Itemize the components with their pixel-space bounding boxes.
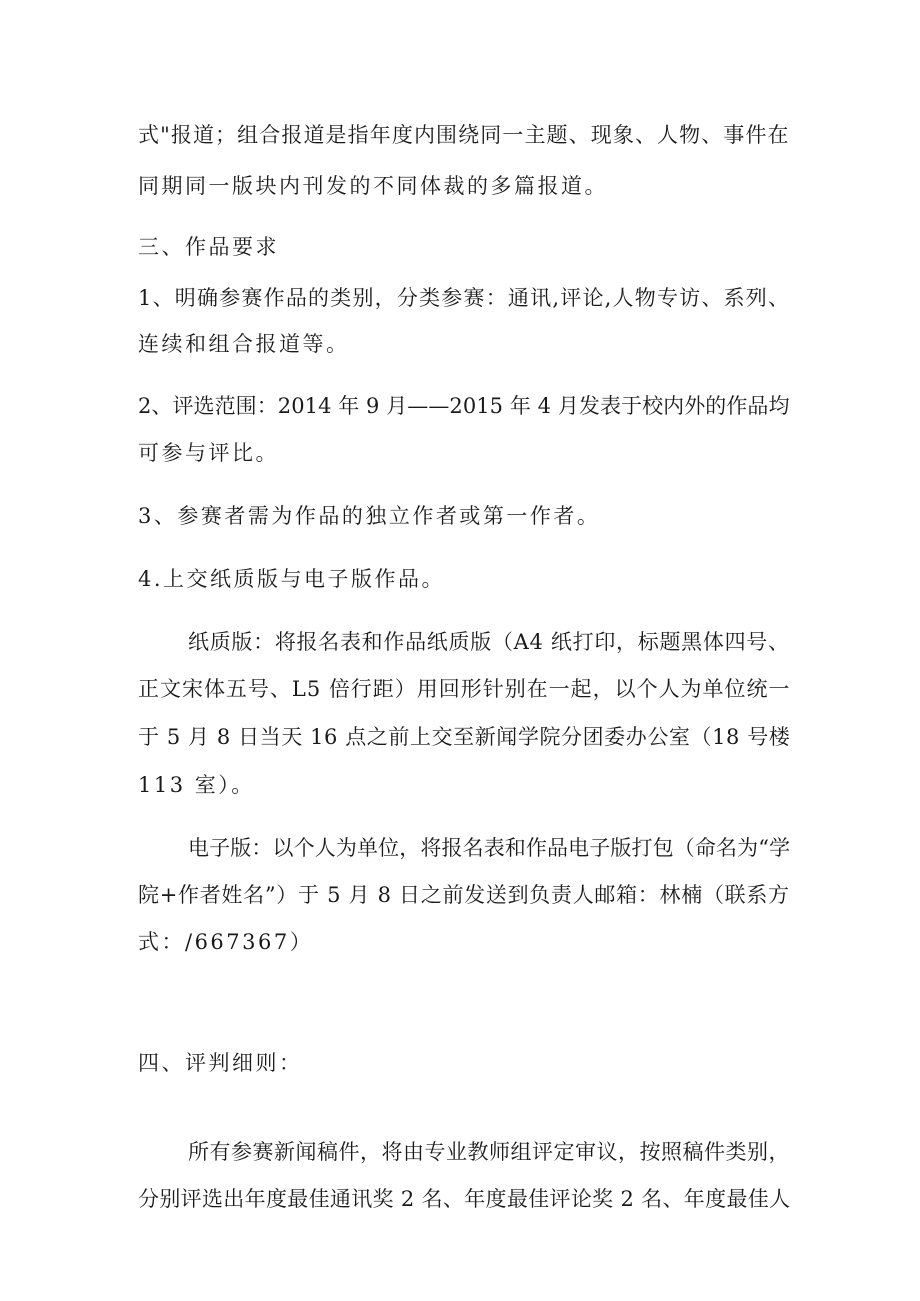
- text-line: 连续和组合报道等。: [138, 332, 350, 356]
- text-line: 2、评选范围：2014 年 9 月——2015 年 4 月发表于校内外的作品均: [138, 394, 790, 418]
- text-line: 院+作者姓名”）于 5 月 8 日之前发送到负责人邮箱：林楠（联系方: [138, 883, 790, 907]
- text-line: 4.上交纸质版与电子版作品。: [138, 567, 446, 591]
- text-line: 同期同一版块内刊发的不同体裁的多篇报道。: [138, 174, 608, 198]
- section-heading: 三、作品要求: [138, 235, 279, 259]
- text-line: 于 5 月 8 日当天 16 点之前上交至新闻学院分团委办公室（18 号楼: [138, 725, 791, 749]
- text-line: 113 室）。: [138, 773, 255, 797]
- text-line: 式"报道；组合报道是指年度内围绕同一主题、现象、人物、事件在: [138, 123, 790, 147]
- text-line: 1、明确参赛作品的类别，分类参赛：通讯,评论,人物专访、系列、: [138, 286, 791, 310]
- section-heading: 四、评判细则：: [138, 1051, 303, 1075]
- text-line: 式：/667367）: [138, 930, 314, 954]
- text-line: 纸质版：将报名表和作品纸质版（A4 纸打印，标题黑体四号、: [188, 630, 790, 654]
- text-line: 电子版：以个人为单位，将报名表和作品电子版打包（命名为“学: [188, 836, 791, 860]
- text-line: 3、参赛者需为作品的独立作者或第一作者。: [138, 504, 601, 528]
- text-line: 可参与评比。: [138, 441, 279, 465]
- text-line: 分别评选出年度最佳通讯奖 2 名、年度最佳评论奖 2 名、年度最佳人: [138, 1187, 791, 1211]
- text-line: 所有参赛新闻稿件，将由专业教师组评定审议，按照稿件类别，: [188, 1140, 790, 1164]
- text-line: 正文宋体五号、L5 倍行距）用回形针别在一起，以个人为单位统一: [138, 677, 791, 701]
